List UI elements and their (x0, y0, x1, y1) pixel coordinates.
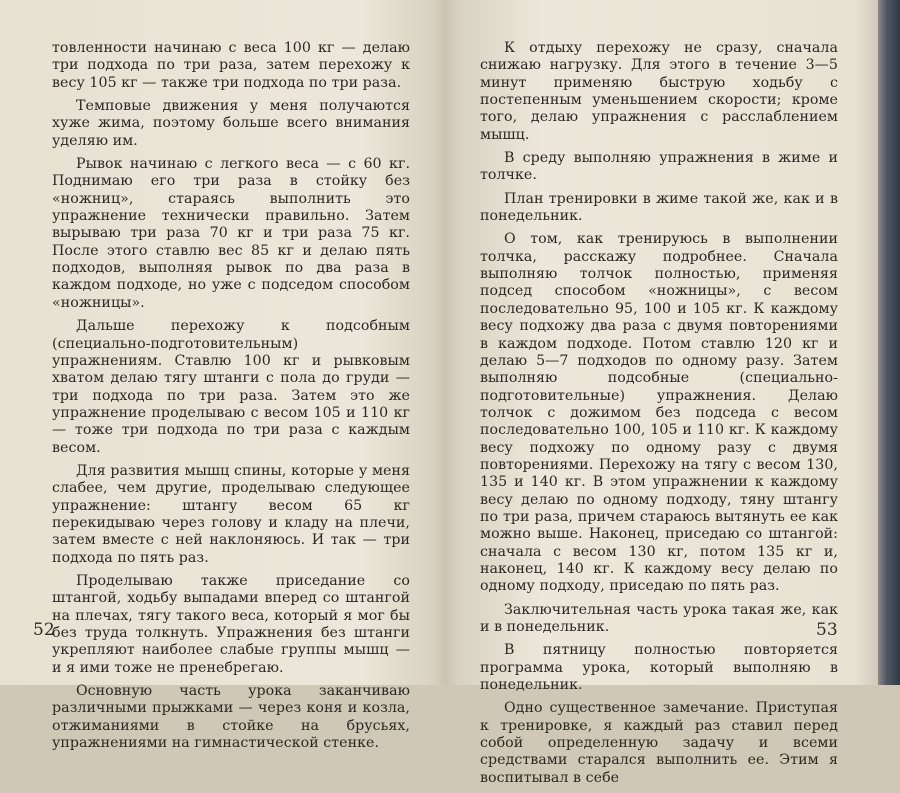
right-paragraph-4: О том, как тренируюсь в выполнении толчка, расскажу подробнее. Сначала выполняю толчок полностью, применяя подсед способом «ножницы», с весом последовательно 95, 100 и 105 кг. К каждому весу подхожу два раза с двумя повторениями в каждом подходе. Потом ставлю 120 кг и делаю 5—7 подходов по одному разу. Затем выполняю подсобные (специально-подготовительные) упражнения. Делаю толчок с дожимом без подседа с весом последовательно 100, 105 и 110 кг. К каждому весу подхожу по одному разу с двумя повторениями. Перехожу на тягу с весом 130, 135 и 140 кг. В этом упражнении к каждому весу делаю по одному подходу, тяну штангу по три раза, причем стараюсь вытянуть ее как можно выше. Наконец, приседаю со штангой: сначала с весом 130 кг, потом 135 кг и, наконец, 140 кг. К каждому весу делаю по одному подходу, приседаю по пять раз. (480, 231, 838, 595)
left-paragraph-5: Для развития мышц спины, которые у меня слабее, чем другие, проделываю следующее упражнение: штангу весом 65 кг перекидываю через голову и кладу на плечи, затем вместе с ней наклоняюсь. И так — три подхода по пять раз. (52, 462, 410, 566)
left-paragraph-1: товленности начинаю с веса 100 кг — делаю три подхода по три раза, затем перехожу к весу 105 кг — также три подхода по три раза. (52, 40, 410, 91)
book-cover-edge (878, 0, 900, 685)
left-page-number: 52 (33, 620, 55, 640)
left-page-text (52, 40, 410, 758)
left-paragraph-4: Дальше перехожу к подсобным (специально-подготовительным) упражнениям. Ставлю 100 кг и рывковым хватом делаю тягу штанги с пола до груди — три подхода по три раза. Затем это же упражнение проделываю с весом 105 и 110 кг — тоже три подхода по три раза с каждым весом. (52, 318, 410, 456)
right-paragraph-2: В среду выполняю упражнения в жиме и толчке. (480, 150, 838, 184)
left-paragraph-6: Проделываю также приседание со штангой, ходьбу выпадами вперед со штангой на плечах, тягу такого веса, который я мог бы без труда толкнуть. Упражнения без штанги укрепляют наиболее слабые группы мышц — и я ими тоже не пренебрегаю. (52, 572, 410, 676)
right-page-number: 53 (816, 620, 838, 640)
right-paragraph-3: План тренировки в жиме такой же, как и в понедельник. (480, 190, 838, 225)
right-paragraph-6: В пятницу полностью повторяется программа урока, который выполняю в понедельник. (480, 642, 838, 694)
left-paragraph-7: Основную часть урока заканчиваю различными прыжками — через коня и козла, отжиманиями в стойке на брусьях, упражнениями на гимнастической стенке. (52, 683, 410, 752)
left-paragraph-3: Рывок начинаю с легкого веса — с 60 кг. Поднимаю его три раза в стойку без «ножниц», стараясь выполнить это упражнение технически правильно. Затем вырываю три раза 70 кг и три раза 75 кг. После этого ставлю вес 85 кг и делаю пять подходов, выполняя рывок по два раза в каждом подходе, но уже с подседом способом «ножницы». (52, 156, 410, 311)
right-paragraph-7: Одно существенное замечание. Приступая к тренировке, я каждый раз ставил перед собой определенную задачу и всеми средствами старался выполнить ее. Этим я воспитывал в себе (480, 700, 838, 786)
right-page-text (480, 40, 838, 793)
right-paragraph-5: Заключительная часть урока такая же, как и в понедельник. (480, 601, 838, 635)
right-paragraph-1: К отдыху перехожу не сразу, сначала снижаю нагрузку. Для этого в течение 3—5 минут применяю быструю ходьбу с постепенным уменьшением скорости; кроме того, делаю упражнения с расслаблением мышц. (480, 40, 838, 143)
left-paragraph-2: Темповые движения у меня получаются хуже жима, поэтому больше всего внимания уделяю им. (52, 98, 410, 149)
